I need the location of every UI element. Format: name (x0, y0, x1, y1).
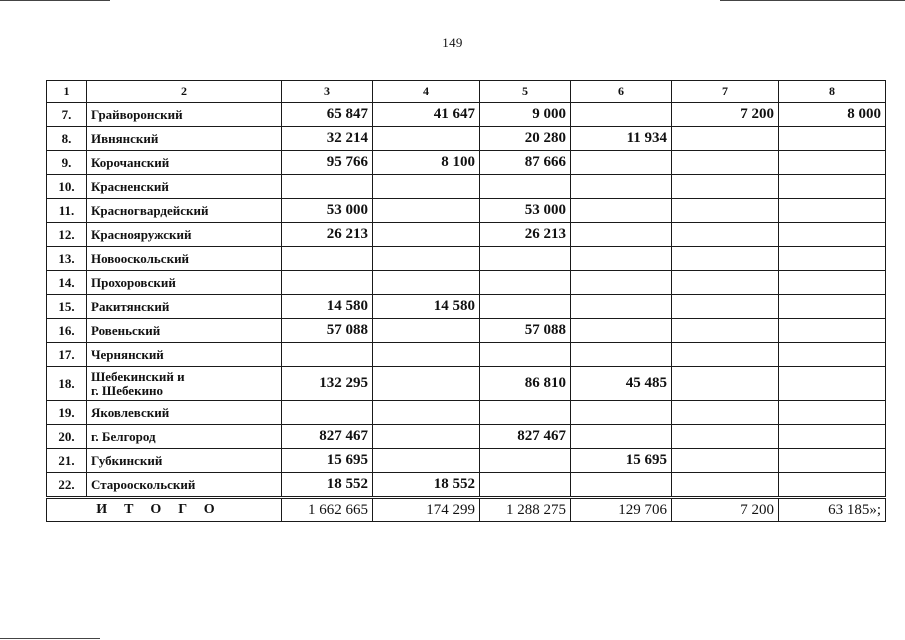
cell-col7 (672, 151, 779, 175)
cell-col3 (282, 247, 373, 271)
cell-col8 (779, 271, 886, 295)
total-row (47, 498, 886, 522)
cell-col4 (373, 199, 480, 223)
column-header: 1 (47, 81, 87, 103)
cell-col3: 95 766 (282, 151, 373, 175)
budget-table (46, 80, 886, 522)
cell-col3 (282, 343, 373, 367)
cell-col3: 18 552 (282, 473, 373, 498)
row-number: 13. (47, 247, 87, 271)
district-name: г. Белгород (87, 425, 282, 449)
cell-col3 (282, 401, 373, 425)
cell-col6 (571, 473, 672, 498)
row-number: 19. (47, 401, 87, 425)
table-row (47, 271, 886, 295)
cell-col7 (672, 449, 779, 473)
table-row (47, 151, 886, 175)
column-header: 3 (282, 81, 373, 103)
cell-col7 (672, 127, 779, 151)
cell-col6 (571, 425, 672, 449)
cell-col7 (672, 319, 779, 343)
cell-col3: 65 847 (282, 103, 373, 127)
cell-col8 (779, 367, 886, 401)
cell-col5: 57 088 (480, 319, 571, 343)
column-header: 5 (480, 81, 571, 103)
cell-col8 (779, 295, 886, 319)
cell-col4 (373, 175, 480, 199)
cell-col7 (672, 199, 779, 223)
district-name: Яковлевский (87, 401, 282, 425)
cell-col7 (672, 425, 779, 449)
row-number: 9. (47, 151, 87, 175)
cell-col8 (779, 175, 886, 199)
table-row (47, 343, 886, 367)
cell-col4: 18 552 (373, 473, 480, 498)
cell-col6 (571, 271, 672, 295)
column-header: 8 (779, 81, 886, 103)
total-label: ИТОГО (47, 498, 282, 522)
cell-col5 (480, 271, 571, 295)
table-row (47, 223, 886, 247)
cell-col7 (672, 343, 779, 367)
cell-col5 (480, 401, 571, 425)
column-header: 7 (672, 81, 779, 103)
scan-artifact-top-left (0, 0, 110, 1)
cell-col4 (373, 449, 480, 473)
cell-col7 (672, 401, 779, 425)
column-header: 4 (373, 81, 480, 103)
scan-artifact-top-right (720, 0, 905, 1)
cell-col6 (571, 223, 672, 247)
cell-col8 (779, 473, 886, 498)
page-number: 149 (442, 35, 463, 50)
cell-col5: 86 810 (480, 367, 571, 401)
cell-col4 (373, 247, 480, 271)
cell-col3 (282, 271, 373, 295)
district-name (87, 367, 282, 401)
cell-col5 (480, 247, 571, 271)
table-row (47, 175, 886, 199)
table-row (47, 319, 886, 343)
district-name: Ракитянский (87, 295, 282, 319)
cell-col6: 45 485 (571, 367, 672, 401)
row-number: 14. (47, 271, 87, 295)
cell-col7 (672, 175, 779, 199)
cell-col5 (480, 343, 571, 367)
total-col6: 129 706 (571, 498, 672, 522)
cell-col5: 26 213 (480, 223, 571, 247)
cell-col3 (282, 175, 373, 199)
cell-col5: 87 666 (480, 151, 571, 175)
row-number: 12. (47, 223, 87, 247)
cell-col4 (373, 343, 480, 367)
district-name-line1: Шебекинский и (91, 368, 185, 384)
row-number: 16. (47, 319, 87, 343)
cell-col7 (672, 247, 779, 271)
district-name: Красненский (87, 175, 282, 199)
row-number: 8. (47, 127, 87, 151)
cell-col7 (672, 271, 779, 295)
cell-col4 (373, 127, 480, 151)
row-number: 18. (47, 367, 87, 401)
cell-col4 (373, 401, 480, 425)
cell-col7: 7 200 (672, 103, 779, 127)
district-name: Ровеньский (87, 319, 282, 343)
cell-col6: 11 934 (571, 127, 672, 151)
cell-col5 (480, 175, 571, 199)
table-row (47, 247, 886, 271)
cell-col6: 15 695 (571, 449, 672, 473)
cell-col8 (779, 199, 886, 223)
column-header: 2 (87, 81, 282, 103)
cell-col8 (779, 319, 886, 343)
district-name: Прохоровский (87, 271, 282, 295)
cell-col8 (779, 343, 886, 367)
cell-col8 (779, 401, 886, 425)
cell-col8 (779, 223, 886, 247)
table-row (47, 449, 886, 473)
district-name: Ивнянский (87, 127, 282, 151)
cell-col6 (571, 295, 672, 319)
cell-col4 (373, 319, 480, 343)
district-name: Новооскольский (87, 247, 282, 271)
cell-col7 (672, 473, 779, 498)
cell-col6 (571, 343, 672, 367)
scan-artifact-bottom-left (0, 638, 100, 639)
cell-col6 (571, 199, 672, 223)
table-row (47, 425, 886, 449)
cell-col5: 20 280 (480, 127, 571, 151)
district-name: Краснояружский (87, 223, 282, 247)
district-name: Грайворонский (87, 103, 282, 127)
row-number: 10. (47, 175, 87, 199)
cell-col8 (779, 449, 886, 473)
table-row (47, 401, 886, 425)
cell-col3: 132 295 (282, 367, 373, 401)
table-header-row (47, 81, 886, 103)
district-name: Корочанский (87, 151, 282, 175)
cell-col5 (480, 295, 571, 319)
cell-col4 (373, 425, 480, 449)
cell-col7 (672, 367, 779, 401)
cell-col5 (480, 473, 571, 498)
cell-col5: 827 467 (480, 425, 571, 449)
cell-col8 (779, 127, 886, 151)
district-name: Чернянский (87, 343, 282, 367)
row-number: 17. (47, 343, 87, 367)
table-row (47, 103, 886, 127)
total-col3: 1 662 665 (282, 498, 373, 522)
row-number: 7. (47, 103, 87, 127)
cell-col6 (571, 175, 672, 199)
total-col4: 174 299 (373, 498, 480, 522)
district-name: Губкинский (87, 449, 282, 473)
cell-col6 (571, 247, 672, 271)
cell-col6 (571, 319, 672, 343)
row-number: 22. (47, 473, 87, 498)
row-number: 20. (47, 425, 87, 449)
total-col8: 63 185»; (779, 498, 886, 522)
total-col5: 1 288 275 (480, 498, 571, 522)
cell-col4: 8 100 (373, 151, 480, 175)
table-row (47, 473, 886, 498)
column-header: 6 (571, 81, 672, 103)
cell-col4: 14 580 (373, 295, 480, 319)
cell-col4: 41 647 (373, 103, 480, 127)
cell-col6 (571, 103, 672, 127)
cell-col7 (672, 223, 779, 247)
cell-col3: 26 213 (282, 223, 373, 247)
cell-col3: 53 000 (282, 199, 373, 223)
cell-col4 (373, 271, 480, 295)
total-col7: 7 200 (672, 498, 779, 522)
cell-col3: 57 088 (282, 319, 373, 343)
cell-col3: 15 695 (282, 449, 373, 473)
cell-col6 (571, 151, 672, 175)
table-row (47, 367, 886, 401)
cell-col5: 53 000 (480, 199, 571, 223)
cell-col3: 827 467 (282, 425, 373, 449)
cell-col6 (571, 401, 672, 425)
row-number: 21. (47, 449, 87, 473)
cell-col4 (373, 367, 480, 401)
row-number: 15. (47, 295, 87, 319)
cell-col5 (480, 449, 571, 473)
cell-col8 (779, 247, 886, 271)
cell-col8 (779, 425, 886, 449)
cell-col8 (779, 151, 886, 175)
district-name-line2: г. Шебекино (91, 382, 164, 398)
district-name: Красногвардейский (87, 199, 282, 223)
cell-col7 (672, 295, 779, 319)
table-row (47, 199, 886, 223)
table-row (47, 127, 886, 151)
district-name: Старооскольский (87, 473, 282, 498)
row-number: 11. (47, 199, 87, 223)
cell-col3: 14 580 (282, 295, 373, 319)
table-row (47, 295, 886, 319)
cell-col8: 8 000 (779, 103, 886, 127)
cell-col3: 32 214 (282, 127, 373, 151)
cell-col5: 9 000 (480, 103, 571, 127)
cell-col4 (373, 223, 480, 247)
